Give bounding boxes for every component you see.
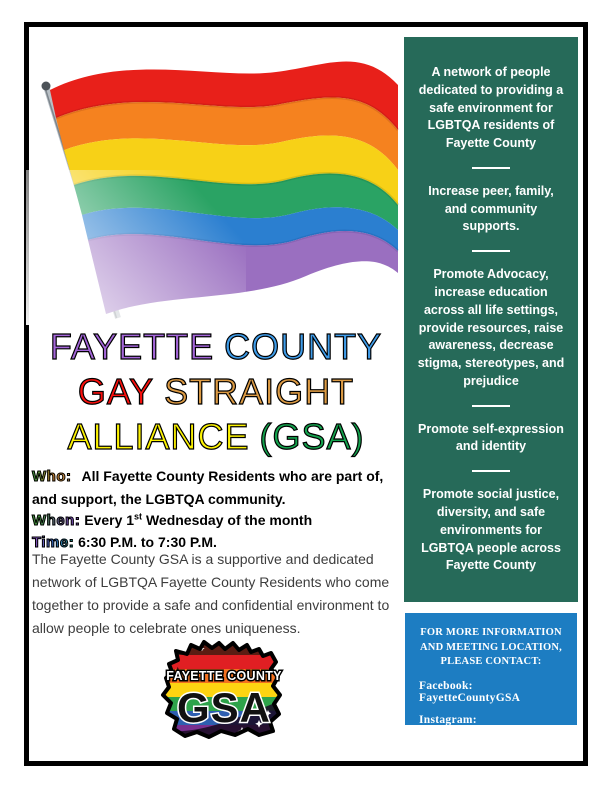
when-label: When: <box>32 511 81 529</box>
separator-line <box>472 250 510 252</box>
title-word-straight: STRAIGHT <box>164 371 355 412</box>
separator-line <box>472 470 510 472</box>
gsa-logo <box>156 638 292 746</box>
contact-box <box>405 613 577 739</box>
when-text: Every 1st Wednesday of the month <box>84 510 313 528</box>
title-word-county: COUNTY <box>224 326 383 367</box>
sidebar-item: Promote social justice, diversity, and safe environments for LGBTQA people across Fayette County <box>421 487 561 573</box>
sidebar-item: A network of people dedicated to providing a safe environment for LGBTQA residents of Fayette County <box>418 65 564 150</box>
title-word-fayette: FAYETTE <box>49 326 215 367</box>
title-line-3 <box>28 414 404 459</box>
facebook-line: Facebook: FayetteCountyGSA <box>419 680 521 705</box>
who-label: Who: <box>32 468 72 485</box>
title-line-1 <box>28 324 404 369</box>
title-word-gsa: (GSA) <box>259 416 365 457</box>
when-line <box>32 510 398 533</box>
meeting-info <box>32 466 398 555</box>
pride-flag-image <box>26 30 406 325</box>
time-text: 6:30 P.M. to 7:30 P.M. <box>78 534 217 550</box>
flyer-title <box>28 324 404 459</box>
separator-line <box>472 405 510 407</box>
sidebar-item: Promote Advocacy, increase education across all life settings, provide resources, raise awareness, decrease stigma, stereotypes, and prejudice <box>417 267 565 388</box>
gsa-logo-svg <box>156 638 292 746</box>
about-paragraph: The Fayette County GSA is a supportive and dedicated network of LGBTQA Fayette County Residents who come together to provide a safe and confidential environment to allow people to celebrate ones uniqueness. <box>32 551 390 637</box>
title-line-2 <box>28 369 404 414</box>
instagram-line: Instagram: fayette_county_gsa <box>419 714 519 739</box>
logo-main-text: GSA <box>176 684 272 731</box>
title-word-gay: GAY <box>77 371 155 412</box>
pride-flag-svg <box>26 30 406 325</box>
contact-heading: FOR MORE INFORMATION AND MEETING LOCATION, PLEASE CONTACT: <box>420 627 562 668</box>
who-text: All Fayette County Residents who are part of, and support, the LGBTQA community. <box>32 468 384 507</box>
sidebar-item: Increase peer, family, and community supports. <box>428 183 554 234</box>
time-label: Time: <box>32 534 75 551</box>
title-word-alliance: ALLIANCE <box>67 416 250 457</box>
who-line <box>32 466 398 510</box>
mission-sidebar <box>404 37 578 602</box>
logo-top-text: FAYETTE COUNTY <box>166 669 282 683</box>
separator-line <box>472 167 510 169</box>
sidebar-item: Promote self-expression and identity <box>418 421 564 454</box>
